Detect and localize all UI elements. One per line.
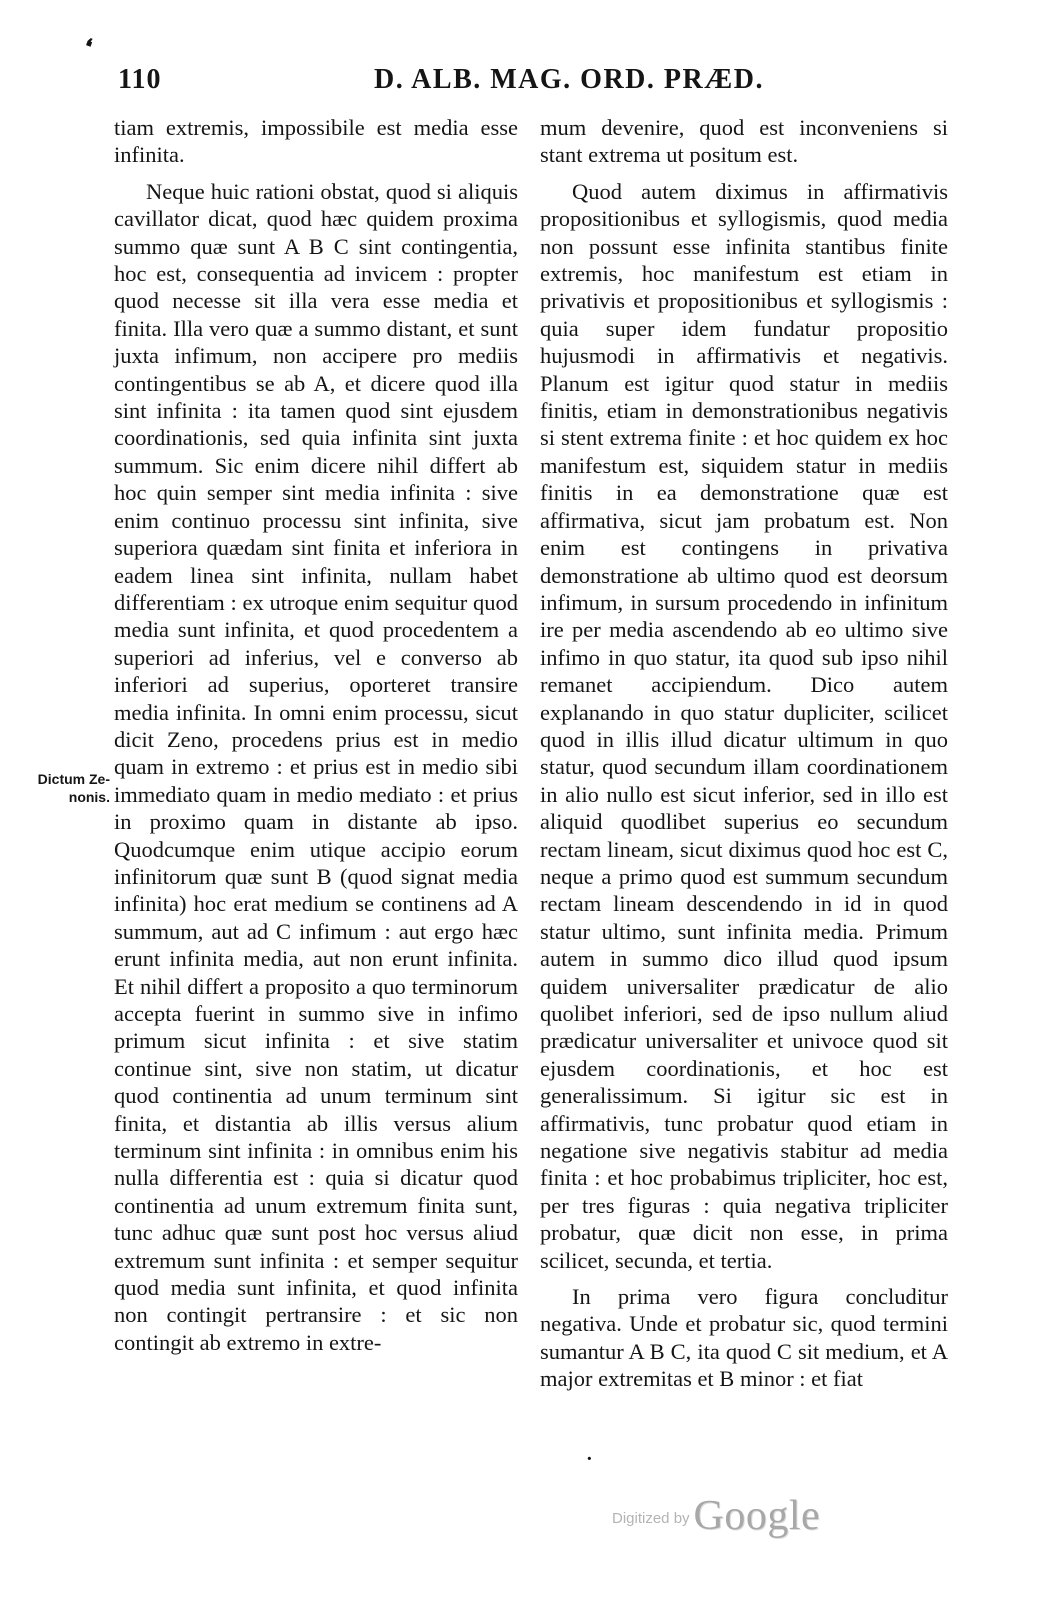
- marginal-note-line-2: nonis.: [68, 789, 110, 805]
- page-number: 110: [118, 64, 162, 95]
- left-column: [114, 114, 518, 1356]
- ink-dot: ·: [586, 1448, 593, 1470]
- left-paragraph-1: tiam extremis, impossibile est media esse infinita.: [114, 115, 518, 168]
- digitized-by-google-watermark: [612, 1492, 820, 1552]
- left-paragraph-2: Neque huic rationi obstat, quod si aliquis cavillator dicat, quod hæc quidem proxima summo quæ sunt A B C sint contingentia, hoc est, consequentia ad invicem : propter quod necesse sit illa vera esse media et finita. Illa vero quæ a summo distant, et sunt juxta infimum, non accipere pro mediis contingentibus se ab A, et dicere quod illa sint infinita : ita tamen quod sint ejusdem coordinationis, sed quia infinita sint juxta summum. Sic enim dicere nihil differt ab hoc quin semper sint media infinita : sive enim continuo processu sint infinita, sive superiora quædam sint finita et inferiora in eadem linea sint infinita, nullam habet differentiam : ex utroque enim sequitur quod media sunt infinita, et quod procedentem a superiori ad inferius, vel e converso ab inferiori ad superius, oporteret transire media infinita. In omni enim processu, sicut dicit Zeno, procedens prius est in medio quam in extremo : et prius est in medio sibi immediato quam in medio mediato : et prius in proximo quam in distante ab ipso. Quodcumque enim utique accipio eorum infinitorum quæ sunt B (quod signat media infinita) hoc erat medium se continens ad A summum, aut ad C infimum : aut ergo hæc erunt infinita media, aut non erunt infinita. Et nihil differt a proposito a quo terminorum accepta fuerint in summo sive in infimo primum sicut infinita : et sive statim continue sint, sive non statim, ut dicatur quod continentia ad unum terminum sint finita, et distantia ab illis versus alium terminum sint infinita : in omnibus enim his nulla differentia est : quia si dicatur quod continentia ad unum extremum finita sunt, tunc adhuc quæ sunt post hoc versus aliud extremum sunt infinita : et semper sequitur quod media sunt infinita, et quod infinita non contingit pertransire : et sic non contingit ab extremo in extre-: [114, 178, 518, 1355]
- right-paragraph-3: In prima vero figura concluditur negativa. Unde et probatur sic, quod termini sumantur A B C, ita quod C sit medium, et A major extremitas et B minor : et fiat: [540, 1284, 948, 1392]
- watermark-prefix: Digitized by: [612, 1510, 690, 1527]
- right-paragraph-1: mum devenire, quod est inconveniens si stant extrema ut positum est.: [540, 115, 948, 168]
- right-column: [540, 114, 948, 1393]
- page-header: [114, 62, 948, 106]
- ink-speck: ❛: [80, 33, 96, 60]
- running-head: D. ALB. MAG. ORD. PRÆD.: [374, 64, 764, 95]
- right-paragraph-2: Quod autem diximus in affirmativis propositionibus et syllogismis, quod media non possunt esse infinita stantibus finite extremis, hoc manifestum est etiam in privativis et propositionibus et syllogismis : quia super idem fundatur propositio hujusmodi in affirmativis et negativis. Planum est igitur quod statur in mediis finitis, etiam in demonstrationibus negativis si stent extrema finite : et hoc quidem ex hoc manifestum est, siquidem statur in mediis finitis in ea demonstratione quæ est affirmativa, sicut jam probatum est. Non enim est contingens in privativa demonstratione ab ultimo quod est deorsum infimum, in sursum procedendo in infinitum ire per media ascendendo ab eo ultimo sive infimo in quo statur, ita quod sub ipso nihil remanet accipiendum. Dico autem explanando in quo statur dupliciter, scilicet quod in illis illud dicatur ultimum in quo statur, quod secundum illam coordinationem in alio nullo est sicut inferior, sed in illo est aliquid quodlibet superius eo secundum rectam lineam, sicut diximus quod hoc est C, neque a primo quod est summum secundum rectam lineam descendendo in id in quod statur ultimo, sunt infinita media. Primum autem in summo dico illud quod ipsum quidem universaliter prædicatur de alio quolibet inferiori, sed de ipso nullum aliud prædicatur universaliter et univoce quod sit ejusdem coordinationis, et hoc est generalissimum. Si igitur sic est in affirmativis, tunc probatur quod etiam in negatione sive negativis stabitur ad media finita : et hoc probabimus tripliciter, hoc est, per tres figuras : quia negativa tripliciter probatur, quæ dicit non esse, in prima scilicet, secunda, et tertia.: [540, 178, 948, 1273]
- marginal-note: [24, 770, 110, 806]
- marginal-note-line-1: Dictum Ze-: [37, 771, 110, 787]
- google-logo: Google: [693, 1493, 821, 1539]
